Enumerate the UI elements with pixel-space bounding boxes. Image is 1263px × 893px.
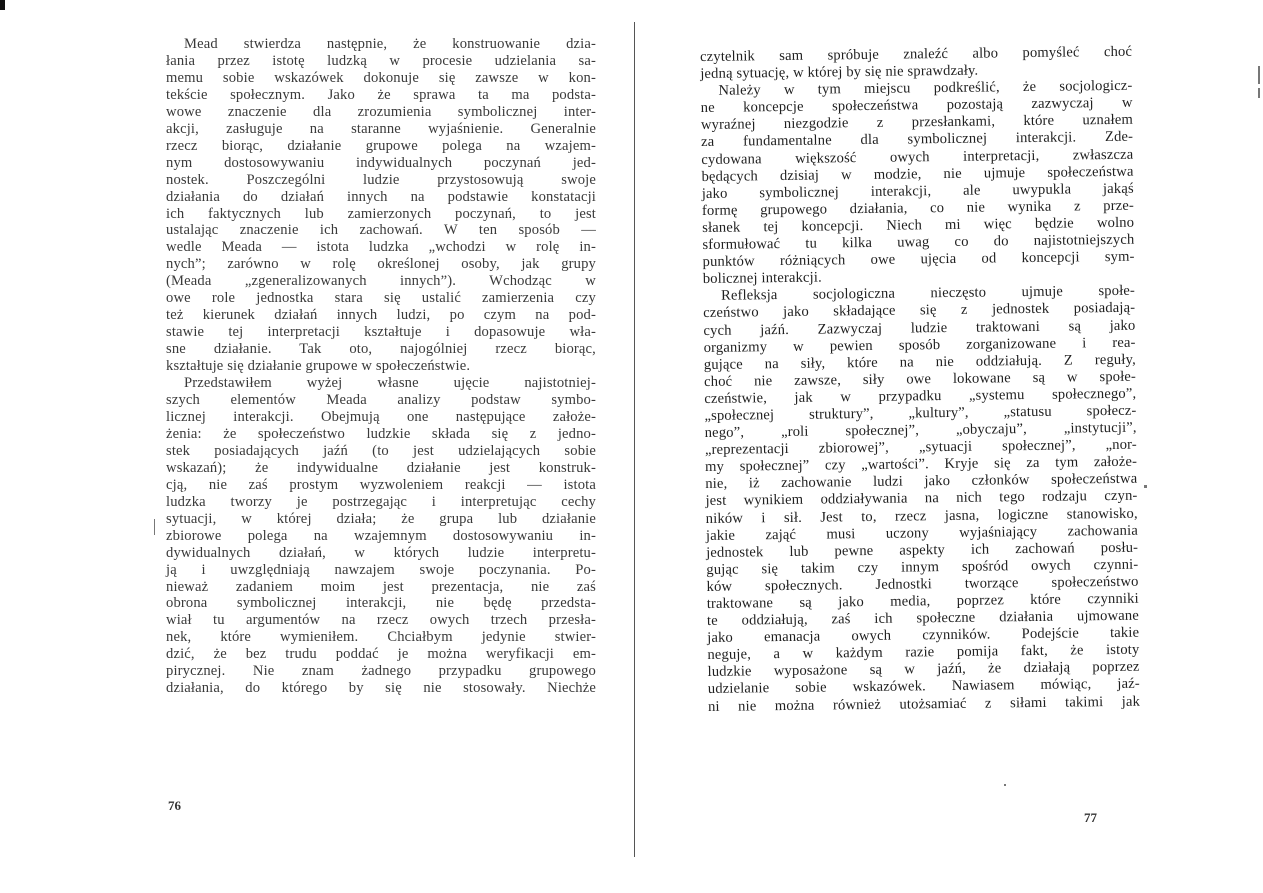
- text-line: wowe znaczenie dla zrozumienia symbolicznej inter-: [166, 103, 596, 120]
- text-line: punktów różniących owe ujęcia od koncepcji sym-: [702, 248, 1135, 271]
- text-line: dzić, że bez trudu poddać je można weryfikacji em-: [166, 646, 596, 663]
- text-line: Należy w tym miejscu podkreślić, że socjologicz-: [718, 77, 1133, 99]
- text-line: jest wynikiem oddziaływania na nich tego rodzaju czyn-: [705, 488, 1138, 510]
- text-line: licznej interakcji. Obejmują one następujące założe-: [166, 408, 596, 425]
- page-number-left: 76: [168, 798, 181, 813]
- text-line: nieważ zadaniem moim jest prezentacja, nie zaś: [166, 578, 596, 595]
- text-line: bolicznej interakcji.: [702, 269, 822, 288]
- text-line: cydowana większość owych interpretacji, zwłaszcza: [701, 146, 1134, 168]
- text-line: wskazań); że indywidualne działanie jest konstruk-: [166, 459, 596, 476]
- scan-corner-mark: [0, 0, 5, 10]
- text-line: neguje, a w każdym razie pomija fakt, że istoty: [707, 641, 1140, 664]
- text-line: jakie zająć musi uczony wyjaśniający zachowania: [705, 522, 1139, 544]
- text-line: wiał tu argumentów na rzecz owych trzech przesła-: [166, 612, 596, 629]
- text-line: tekście społecznym. Jako że sprawa ta ma podsta-: [166, 86, 596, 103]
- text-line: wedle Meada — istota ludzka „wchodzi w rolę in-: [166, 239, 596, 256]
- text-line: czeństwie, jak w przypadku „systemu społecznego”,: [704, 385, 1137, 407]
- text-line: jako symbolicznej interakcji, ale uwypukla jakąś: [701, 180, 1134, 202]
- text-line: jedną sytuację, w której by się nie sprawdzały.: [700, 62, 979, 83]
- text-line: memu sobie wskazówek dokonuje się zawsze w kon-: [166, 69, 596, 86]
- text-line: też kierunek działań innych ludzi, po czym na pod-: [166, 307, 596, 324]
- text-line: Refleksja socjologiczna nieczęsto ujmuje społe-: [720, 283, 1136, 305]
- text-line: nie, iż zachowanie ludzi jako członków społeczeństwa: [705, 471, 1138, 493]
- text-line: czytelnik sam spróbuje znaleźć albo pomyśleć choć: [700, 43, 1133, 65]
- text-line: nek, które wymieniłem. Chciałbym jedynie stwier-: [166, 629, 596, 646]
- scan-speck: [154, 519, 155, 535]
- scan-speck: [1004, 784, 1006, 786]
- text-line: sytuacji, w której działa; że grupa lub działanie: [166, 510, 596, 527]
- text-line: zbiorowe polega na wzajemnym dostosowywaniu in-: [166, 527, 596, 544]
- text-line: stek posiadających jaźń (to jest udzielających sobie: [166, 442, 596, 459]
- text-line: ne koncepcje społeczeństwa pozostają zazwyczaj w: [700, 94, 1133, 117]
- scan-speck: [1144, 485, 1147, 488]
- text-line: nego”, „roli społecznej”, „obyczaju”, „instytucji”,: [704, 419, 1137, 442]
- text-line: gując się takim czy innym spośród owych czynni-: [706, 556, 1139, 578]
- text-line: „reprezentacji zbiorowej”, „sytuacji społecznej”, „nor-: [704, 436, 1137, 459]
- text-line: Mead stwierdza następnie, że konstruowanie dzia-: [184, 36, 596, 52]
- text-line: Przedstawiłem wyżej własne ujęcie najistotniej-: [184, 375, 596, 392]
- text-line: formę grupowego działania, co nie wynika z prze-: [701, 197, 1135, 219]
- text-line: gujące na siły, które na nie oddziałują. Z reguły,: [703, 351, 1136, 373]
- text-line: słanek tej koncepcji. Niech mi więc będzie wolno: [702, 214, 1135, 236]
- text-line: ludzkie wyposażone są w jaźń, że działają poprzez: [707, 659, 1140, 681]
- text-line: ni nie można również utożsamiać z siłami takimi jak: [707, 693, 1141, 715]
- text-line: będących dzisiaj w modzie, nie ujmuje społeczeństwa: [701, 163, 1134, 185]
- text-line: obrona symbolicznej interakcji, nie będę przedsta-: [166, 595, 596, 612]
- text-line: traktowane są jako media, poprzez które czynniki: [706, 590, 1139, 612]
- text-line: działania, do którego by się nie stosowały. Niechże: [166, 680, 596, 697]
- text-line: wyraźnej niezgodzie z przesłankami, które uznałem: [700, 112, 1133, 134]
- page-number-right: 77: [1084, 810, 1097, 825]
- text-line: jako emanacja owych czynników. Podejście takie: [707, 624, 1140, 647]
- text-line: żenia: że społeczeństwo ludzkie składa się z jedno-: [166, 425, 596, 442]
- left-page-text: [166, 36, 596, 697]
- text-line: te oddziałują, zaś ich społeczne działania ujmowane: [706, 607, 1140, 630]
- text-line: choć nie zawsze, siły owe lokowane są w społe-: [703, 368, 1137, 390]
- text-line: sne działanie. Tak oto, najogólniej rzecz biorąc,: [166, 341, 596, 358]
- text-line: my społecznej” czy „wartości”. Kryje się za tym założe-: [705, 453, 1138, 476]
- text-line: stawie tej interpretacji kształtuje i dopasowuje wła-: [166, 324, 596, 341]
- text-line: jednostek lub pewne aspekty ich zachowań posłu-: [706, 539, 1139, 561]
- text-line: organizmy w pewien sposób zorganizowane i rea-: [703, 334, 1136, 356]
- right-page-text: [700, 44, 1140, 716]
- text-line: ją i uwzględniają nawzajem swoje poczynania. Po-: [166, 561, 596, 578]
- text-line: akcji, zasługuje na staranne wyjaśnienie. Generalnie: [166, 120, 596, 137]
- text-line: rzecz biorąc, działanie grupowe polega na wzajem-: [166, 137, 596, 154]
- text-line: nych”; zarówno w rolę określonej osoby, jak grupy: [166, 256, 596, 273]
- text-line: ludzka tworzy je postrzegając i interpretując cechy: [166, 493, 596, 510]
- book-gutter: [634, 22, 635, 857]
- scan-speck: [1258, 66, 1260, 84]
- text-line: owe role jednostka stara się ustalić zamierzenia czy: [166, 290, 596, 307]
- text-line: szych elementów Meada analizy podstaw symbo-: [166, 392, 596, 409]
- text-line: ustalając znaczenie ich zachowań. W ten sposób —: [166, 222, 596, 239]
- scan-speck: [1258, 88, 1260, 98]
- text-line: działania do działań innych na podstawie konstatacji: [166, 188, 596, 205]
- text-line: ników i sił. Jest to, rzecz jasna, logiczne stanowisko,: [705, 505, 1138, 527]
- text-line: pirycznej. Nie znam żadnego przypadku grupowego: [166, 663, 596, 680]
- text-line: cych jaźń. Zazwyczaj ludzie traktowani są jako: [703, 317, 1136, 339]
- text-line: dywidualnych działań, w których ludzie interpretu-: [166, 544, 596, 561]
- text-line: „społecznej struktury”, „kultury”, „statusu społecz-: [704, 402, 1137, 424]
- text-line: cją, nie zaś prostym wyzwoleniem reakcji — istota: [166, 476, 596, 493]
- text-line: czeństwo jako składające się z jednostek posiadają-: [703, 300, 1136, 322]
- text-line: nostek. Poszczególni ludzie przystosowują swoje: [166, 171, 596, 188]
- text-line: ków społecznych. Jednostki tworzące społeczeństwo: [706, 573, 1139, 595]
- text-line: sformułować tu kilka uwag co do najistotniejszych: [702, 231, 1135, 254]
- text-line: łania przez istotę ludzką w procesie udzielania sa-: [166, 52, 596, 69]
- text-line: udzielanie sobie wskazówek. Nawiasem mówiąc, jaź-: [707, 676, 1140, 698]
- text-line: kształtuje się działanie grupowe w społeczeństwie.: [166, 358, 471, 375]
- text-line: nym dostosowywaniu indywidualnych poczynań jed-: [166, 154, 596, 171]
- text-line: (Meada „zgeneralizowanych innych”). Wchodząc w: [166, 273, 596, 290]
- text-line: za fundamentalne dla symbolicznej interakcji. Zde-: [701, 129, 1134, 151]
- text-line: ich faktycznych lub zamierzonych poczynań, to jest: [166, 205, 596, 222]
